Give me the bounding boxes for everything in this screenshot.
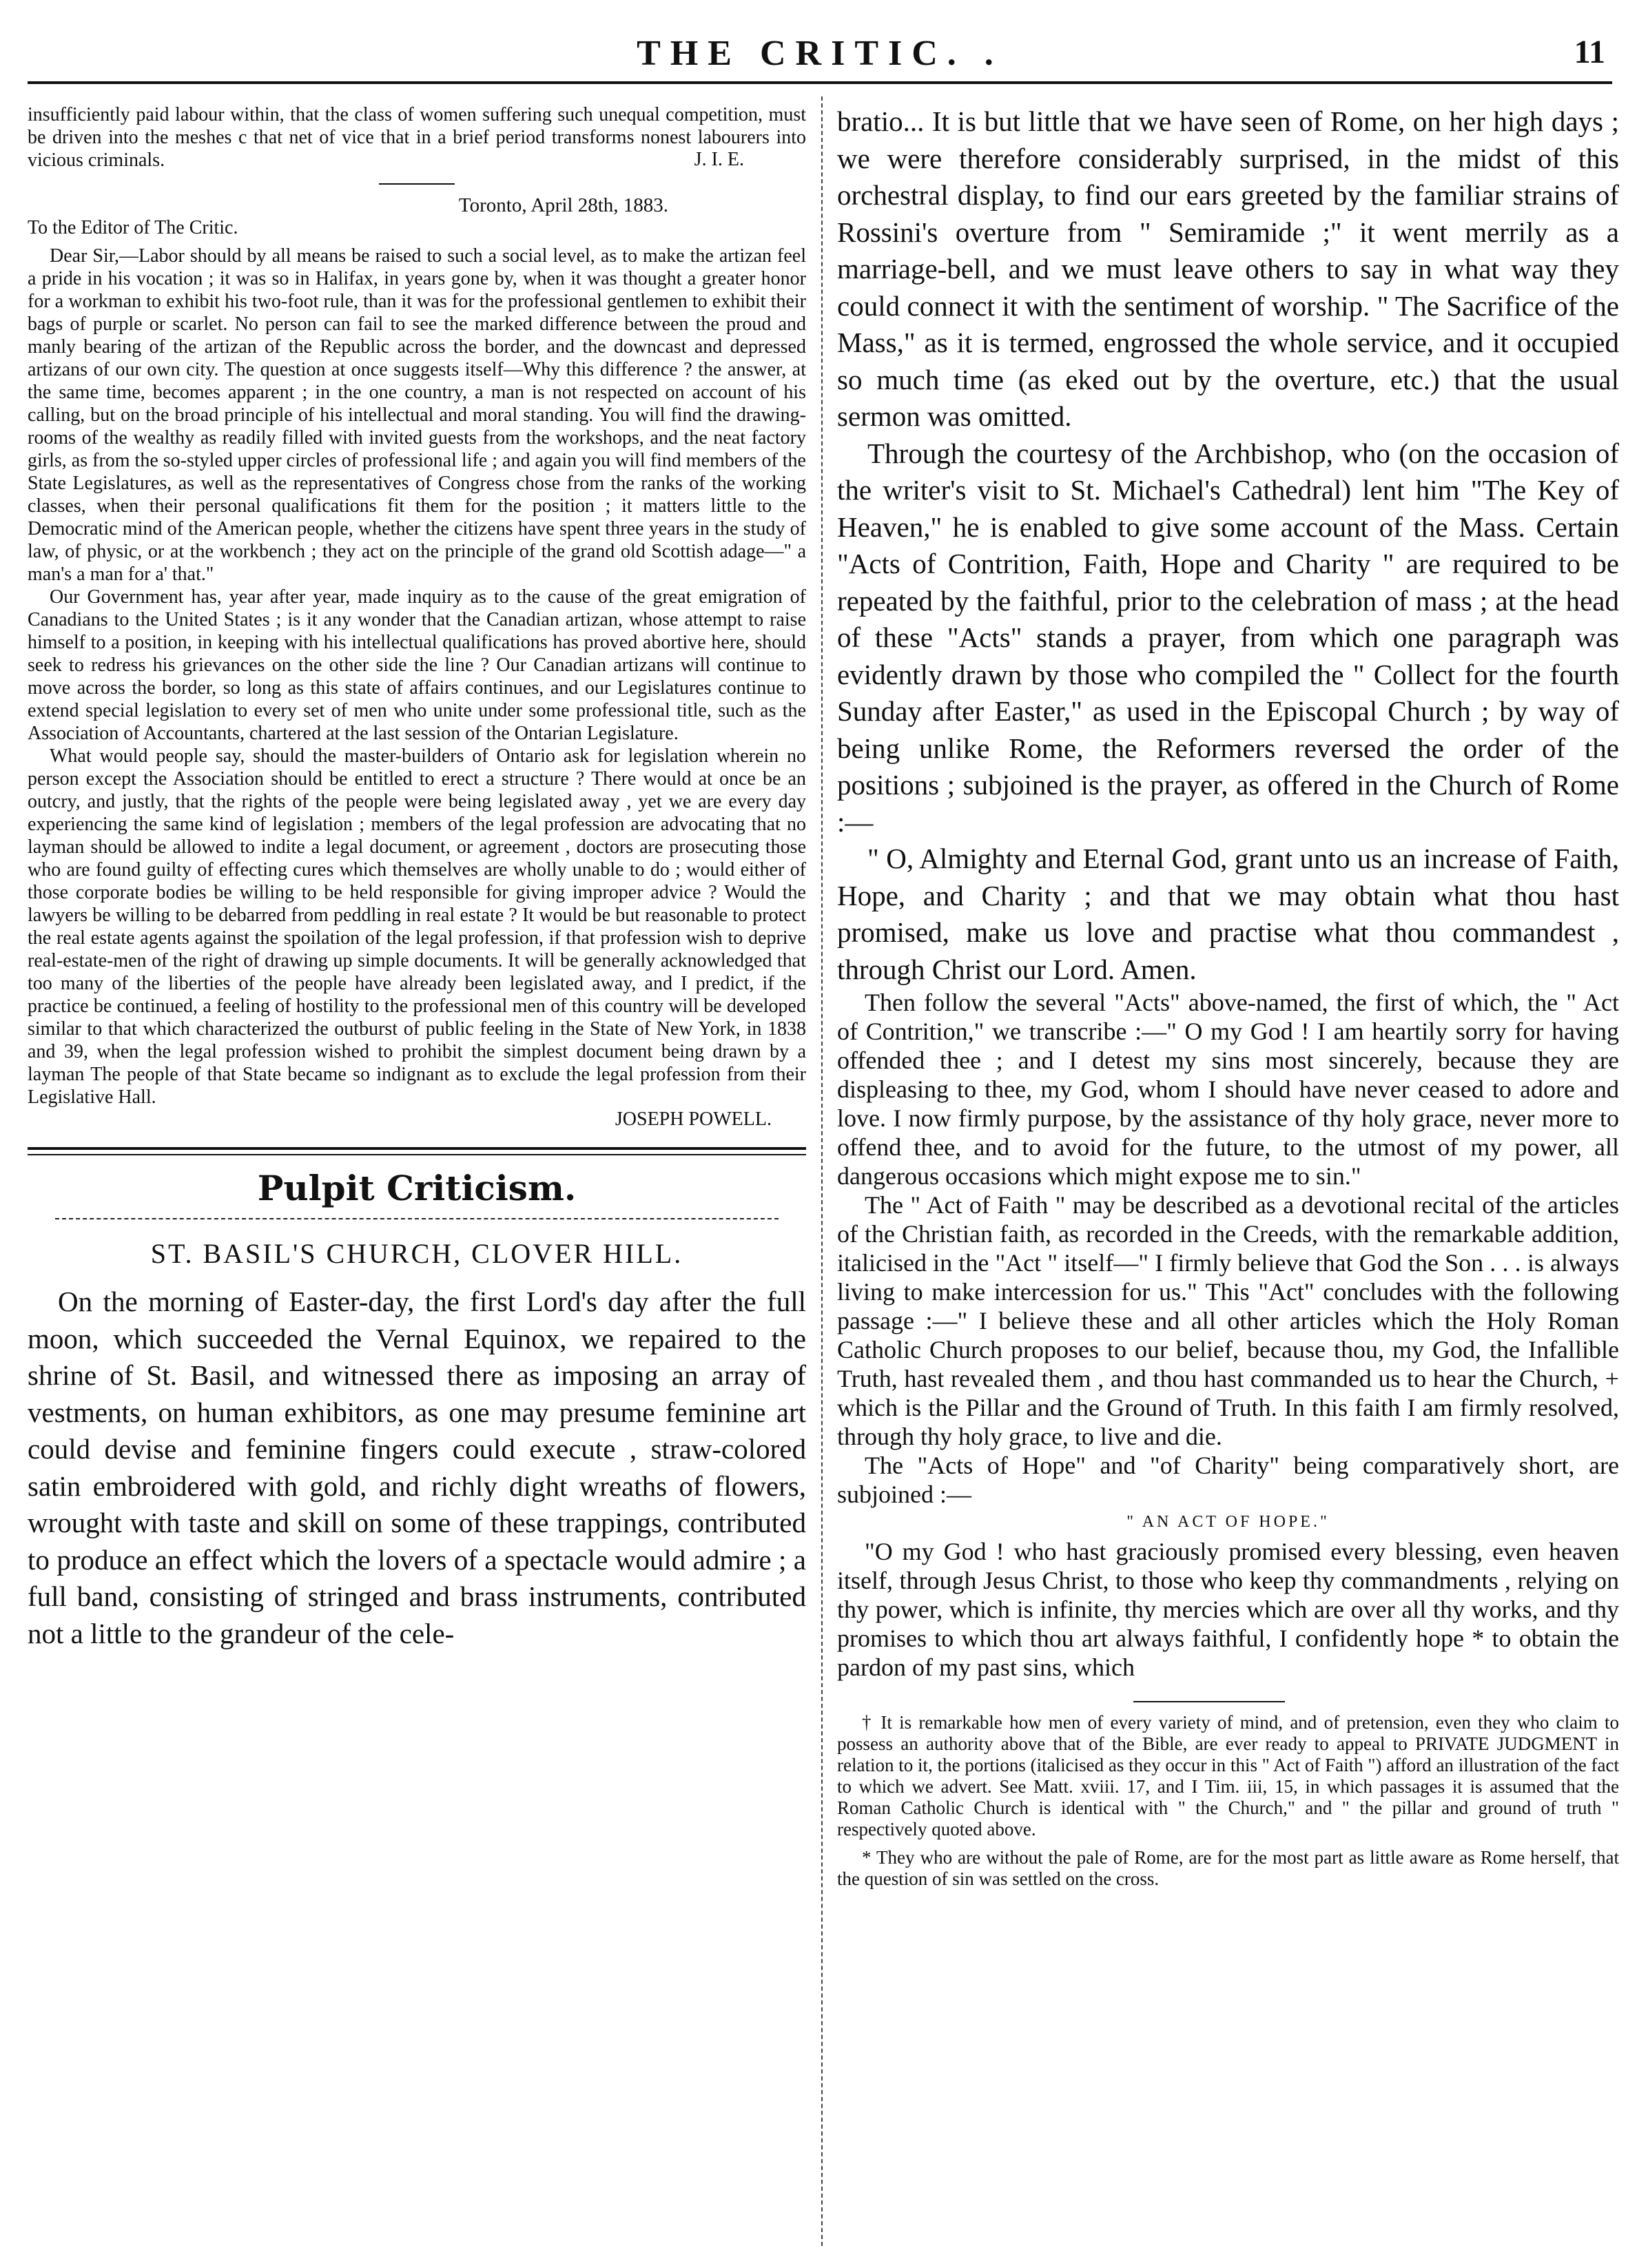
letter2-signature: JOSEPH POWELL. xyxy=(615,1109,772,1130)
column-divider xyxy=(821,96,823,2246)
footnote-rule xyxy=(1133,1701,1285,1702)
church-paragraph-1: On the morning of Easter-day, the first Lord's day after the full moon, which succeeded the Vernal Equinox, we repaired to the shrine of St. Basil, and witnessed there as imposing an array of vestments, on human exhibitors, as one may presume feminine art could devise and feminine fingers could execute , straw-colored satin embroidered with gold, and richly dight wreaths of flowers, wrought with taste and skill on some of these trappings, contributed to produce an effect which the lovers of a spectacle would admire ; a full band, consisting of stringed and brass instruments, contributed not a little to the grandeur of the cele- xyxy=(28,1286,806,1649)
right-paragraph-4: Then follow the several "Acts" above-named, the first of which, the " Act of Contrition," we transcribe :—" O my God ! I am heartily sorry for having offended thee ; and I detest my sins most sincerely, because they are displeasing to thee, my God, whom I should have never ceased to adore and love. I now firmly purpose, by the assistance of thy holy grace, never more to offend thee, and to avoid for the future, to the utmost of my power, all dangerous occasions which might expose me to sin." xyxy=(837,989,1619,1190)
section-title: Pulpit Criticism. xyxy=(257,1168,577,1208)
letter2-salutation: To the Editor of The Critic. xyxy=(28,217,238,238)
right-paragraph-7: "O my God ! who hast graciously promised every blessing, even heaven itself, through Jesus Christ, to those who keep thy commandments , relying on thy power, which is infinite, thy mercies which are over all thy works, and thy promises to which thou art always faithful, I confidently hope * to obtain the pardon of my past sins, which xyxy=(837,1538,1619,1681)
page-header xyxy=(28,21,1612,90)
letter1-tail: insufficiently paid labour within, that the class of women suffering such unequal competition, must be driven into the meshes c that net of vice that in a brief period transforms nonest labourers into vicious criminals. xyxy=(28,104,806,171)
letter2-date: Toronto, April 28th, 1883. xyxy=(458,194,668,216)
title-rule xyxy=(55,1218,779,1219)
right-paragraph-5: The " Act of Faith " may be described as a devotional recital of the articles of the Christian faith, as recorded in the Creeds, with the remarkable addition, italicised in the "Act " itself—" I firmly believe that God the Son . . . is always living to make intercession for us." This "Act" concludes with the following passage :—" I believe these and all other articles which the Holy Roman Catholic Church proposes to our belief, because thou, my God, the Infallible Truth, hast revealed them , and thou hast commanded us to hear the Church, + which is the Pillar and the Ground of Truth. In this faith I am firmly resolved, through thy holy grace, to live and die. xyxy=(837,1191,1619,1450)
letter2-paragraph-3: What would people say, should the master-builders of Ontario ask for legislation wherein no person except the Association should be entitled to erect a structure ? There would at once be an outcry, and justly, that the rights of the people were being legislated away , yet we are every day experiencing the same kind of legislation ; members of the legal profession are advocating that no layman should be allowed to indite a legal document, or agreement , doctors are prosecuting those who are found guilty of effecting cures which themselves are wholly unable to do ; would either of those corporate bodies be willing to be held responsible for giving improper advice ? Would the lawyers be willing to be debarred from peddling in real estate ? It would be but reasonable to protect the real estate agents against the spoilation of the legal profession, if that profession wish to deprive real-estate-men of the right of drawing up simple documents. It will be generally acknowledged that too many of the liberties of the people have already been legislated away, and I predict, if the practice be continued, a feeling of hostility to the professional men of this country will be developed similar to that which characterized the outburst of public feeling in the State of New York, in 1838 and 39, when the legal profession wished to prohibit the simplest document being drawn by a layman The people of that State became so indignant as to exclude the legal profession from their Legislative Hall. xyxy=(28,745,806,1108)
letter-separator xyxy=(379,183,455,185)
left-column xyxy=(28,103,806,1652)
right-paragraph-1: bratio... It is but little that we have seen of Rome, on her high days ; we were therefore considerably surprised, in the midst of this orchestral display, to find our ears greeted by the familiar strains of Rossini's overture from " Semiramide ;" it went merrily as a marriage-bell, and we must leave others to say in what way they could connect it with the sentiment of worship. " The Sacrifice of the Mass," as it is termed, engrossed the whole service, and it occupied so much time (as eked out by the overture, etc.) that the usual sermon was omitted. xyxy=(837,105,1619,432)
right-column xyxy=(837,103,1619,1897)
header-rule xyxy=(28,81,1612,84)
footnote-2: * They who are without the pale of Rome, are for the most part as little aware as Rome herself, that the question of sin was settled on the cross. xyxy=(837,1847,1619,1889)
act-of-hope-heading: " AN ACT OF HOPE." xyxy=(1126,1513,1330,1531)
article-heading: ST. BASIL'S CHURCH, CLOVER HILL. xyxy=(150,1238,683,1269)
letter2-paragraph-2: Our Government has, year after year, made inquiry as to the cause of the great emigration of Canadians to the United States ; is it any wonder that the Canadian artizan, whose attempt to raise himself to a position, in keeping with his intellectual qualifications has proved abortive here, should seek to redress his grievances on the other side the line ? Our Canadian artizans will continue to move across the border, so long as this state of affairs continues, and our Legislatures continue to extend special legislation to every set of men who unite under some professional title, such as the Association of Accountants, chartered at the last session of the Ontarian Legislature. xyxy=(28,586,806,744)
footnote-1: † It is remarkable how men of every variety of mind, and of pretension, even they who claim to possess an authority above that of the Bible, are ever ready to appeal to PRIVATE JUDGMENT in relation to it, the portions (italicised as they occur in this " Act of Faith ") afford an illustration of the fact to which we advert. See Matt. xviii. 17, and I Tim. iii, 15, in which passages it is assumed that the Roman Catholic Church is identical with " the Church," and " the pillar and ground of truth " respectively quoted above. xyxy=(837,1712,1619,1839)
right-paragraph-3: " O, Almighty and Eternal God, grant unto us an increase of Faith, Hope, and Charity ; and that we may obtain what thou hast promised, make us love and practise what thou commandest , through Christ our Lord. Amen. xyxy=(837,843,1619,985)
journal-title: THE CRITIC. . xyxy=(637,34,1003,73)
page-number: 11 xyxy=(1574,34,1605,70)
section-rule xyxy=(28,1147,806,1155)
letter2-paragraph-1: Dear Sir,—Labor should by all means be raised to such a social level, as to make the artizan feel a pride in his vocation ; it was so in Halifax, in years gone by, when it was thought a greater honor for a workman to exhibit his two-foot rule, than it was for the professional gentlemen to exhibit their bags of purple or scarlet. No person can fail to see the marked difference between the proud and manly bearing of the artizan of the Republic across the border, and the downcast and depressed artizans of our own city. The question at once suggests itself—Why this difference ? the answer, at the same time, becomes apparent ; in the one country, a man is not respected on account of his calling, but on the broad principle of his intellectual and moral standing. You will find the drawing-rooms of the wealthy as readily filled with invited guests from the workshops, and the neat factory girls, as from the so-styled upper circles of professional life ; and again you will find members of the State Legislatures, as well as the representatives of Congress chose from the ranks of the working classes, when their personal qualifications fit them for the position ; it matters little to the Democratic mind of the American people, whether the citizens have spent three years in the study of law, of physic, or at the workbench ; they act on the principle of the grand old Scottish adage—" a man's a man for a' that." xyxy=(28,245,806,585)
right-paragraph-6: The "Acts of Hope" and "of Charity" being comparatively short, are subjoined :— xyxy=(837,1452,1619,1508)
right-paragraph-2: Through the courtesy of the Archbishop, who (on the occasion of the writer's visit to St. Michael's Cathedral) lent him "The Key of Heaven," he is enabled to give some account of the Mass. Certain "Acts of Contrition, Faith, Hope and Charity " are required to be repeated by the faithful, prior to the celebration of mass ; at the head of these "Acts" stands a prayer, from which one paragraph was evidently drawn by those who compiled the " Collect for the fourth Sunday after Easter," as used in the Episcopal Church ; by way of being unlike Rome, the Reformers reversed the order of the positions ; subjoined is the prayer, as offered in the Church of Rome :— xyxy=(837,437,1619,838)
letter1-signature: J. I. E. xyxy=(694,149,744,170)
